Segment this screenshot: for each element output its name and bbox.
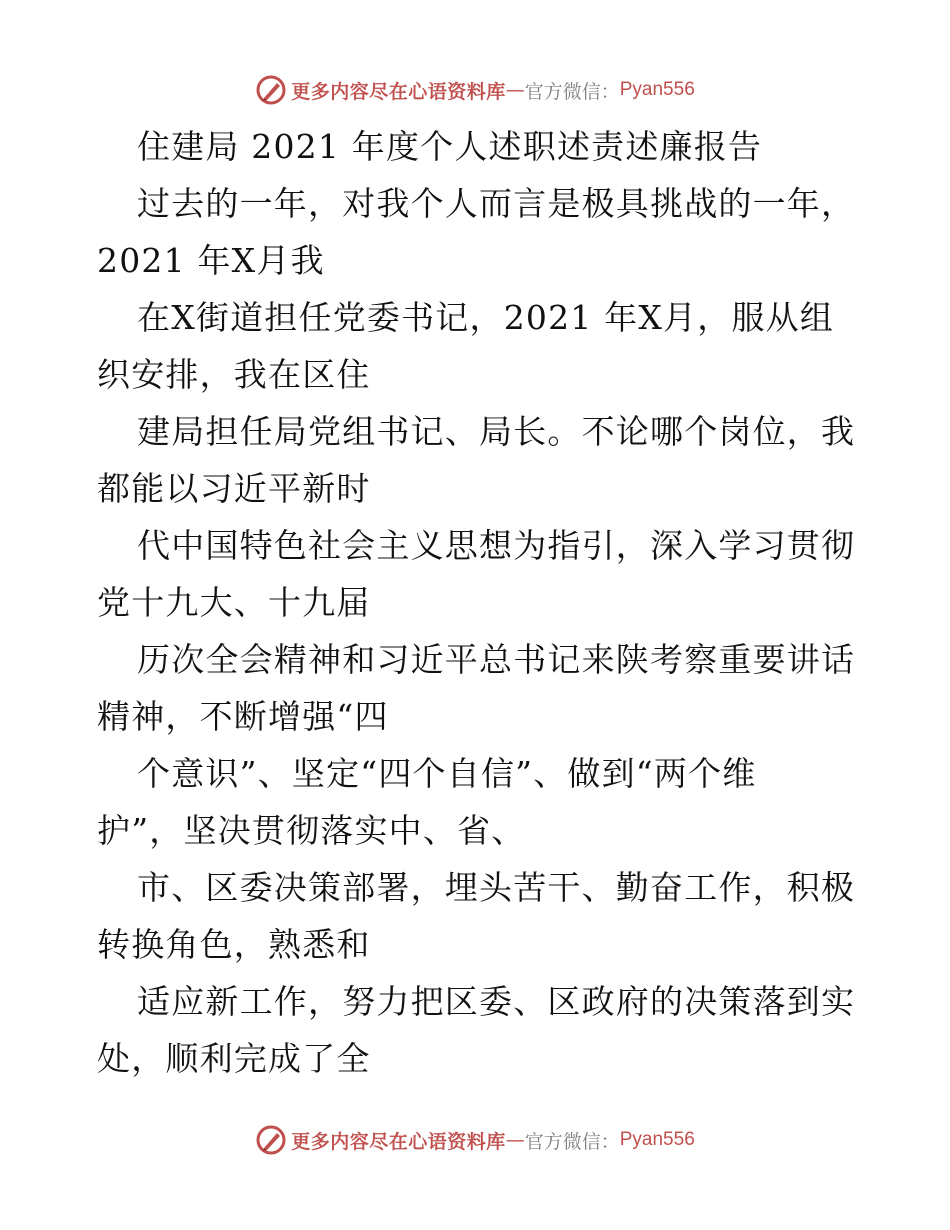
text-line: 护”，坚决贯彻落实中、省、 <box>97 811 526 850</box>
banner-wechat-label: 官方微信： <box>524 1130 620 1153</box>
text-line: 处，顺利完成了全 <box>97 1039 371 1078</box>
footer-banner <box>0 1120 950 1160</box>
text-line: 适应新工作，努力把区委、区政府的决策落到实 <box>137 982 856 1021</box>
pen-logo-icon <box>255 74 287 106</box>
text-line: 在X街道担任党委书记，2021 年X月，服从组 <box>137 298 835 337</box>
document-title: 住建局 2021 年度个人述职述责述廉报告 <box>137 127 763 166</box>
text-line: 市、区委决策部署，埋头苦干、勤奋工作，积极 <box>137 868 856 907</box>
banner-main-text: 更多内容尽在心语资料库 <box>291 1130 506 1153</box>
text-line: 代中国特色社会主义思想为指引，深入学习贯彻 <box>137 526 856 565</box>
text-line: 建局担任局党组书记、局长。不论哪个岗位，我 <box>137 412 856 451</box>
banner-dash: — <box>505 1129 525 1151</box>
banner-dash: — <box>505 79 525 101</box>
text-line: 都能以习近平新时 <box>97 469 371 508</box>
text-line: 精神，不断增强“四 <box>97 697 389 736</box>
text-line: 2021 年X月我 <box>97 241 325 280</box>
text-line: 转换角色，熟悉和 <box>97 925 371 964</box>
header-banner <box>0 70 950 110</box>
text-line: 个意识”、坚定“四个自信”、做到“两个维 <box>137 754 757 793</box>
text-line: 过去的一年，对我个人而言是极具挑战的一年， <box>137 184 856 223</box>
pen-logo-icon <box>255 1124 287 1156</box>
text-line: 织安排，我在区住 <box>97 355 371 394</box>
document-body <box>97 118 857 1087</box>
banner-main-text: 更多内容尽在心语资料库 <box>291 80 506 103</box>
text-line: 党十九大、十九届 <box>97 583 371 622</box>
banner-wechat-id: Pyan556 <box>619 79 695 100</box>
text-line: 历次全会精神和习近平总书记来陕考察重要讲话 <box>137 640 856 679</box>
banner-wechat-id: Pyan556 <box>619 1129 695 1150</box>
banner-wechat-label: 官方微信： <box>524 80 620 103</box>
